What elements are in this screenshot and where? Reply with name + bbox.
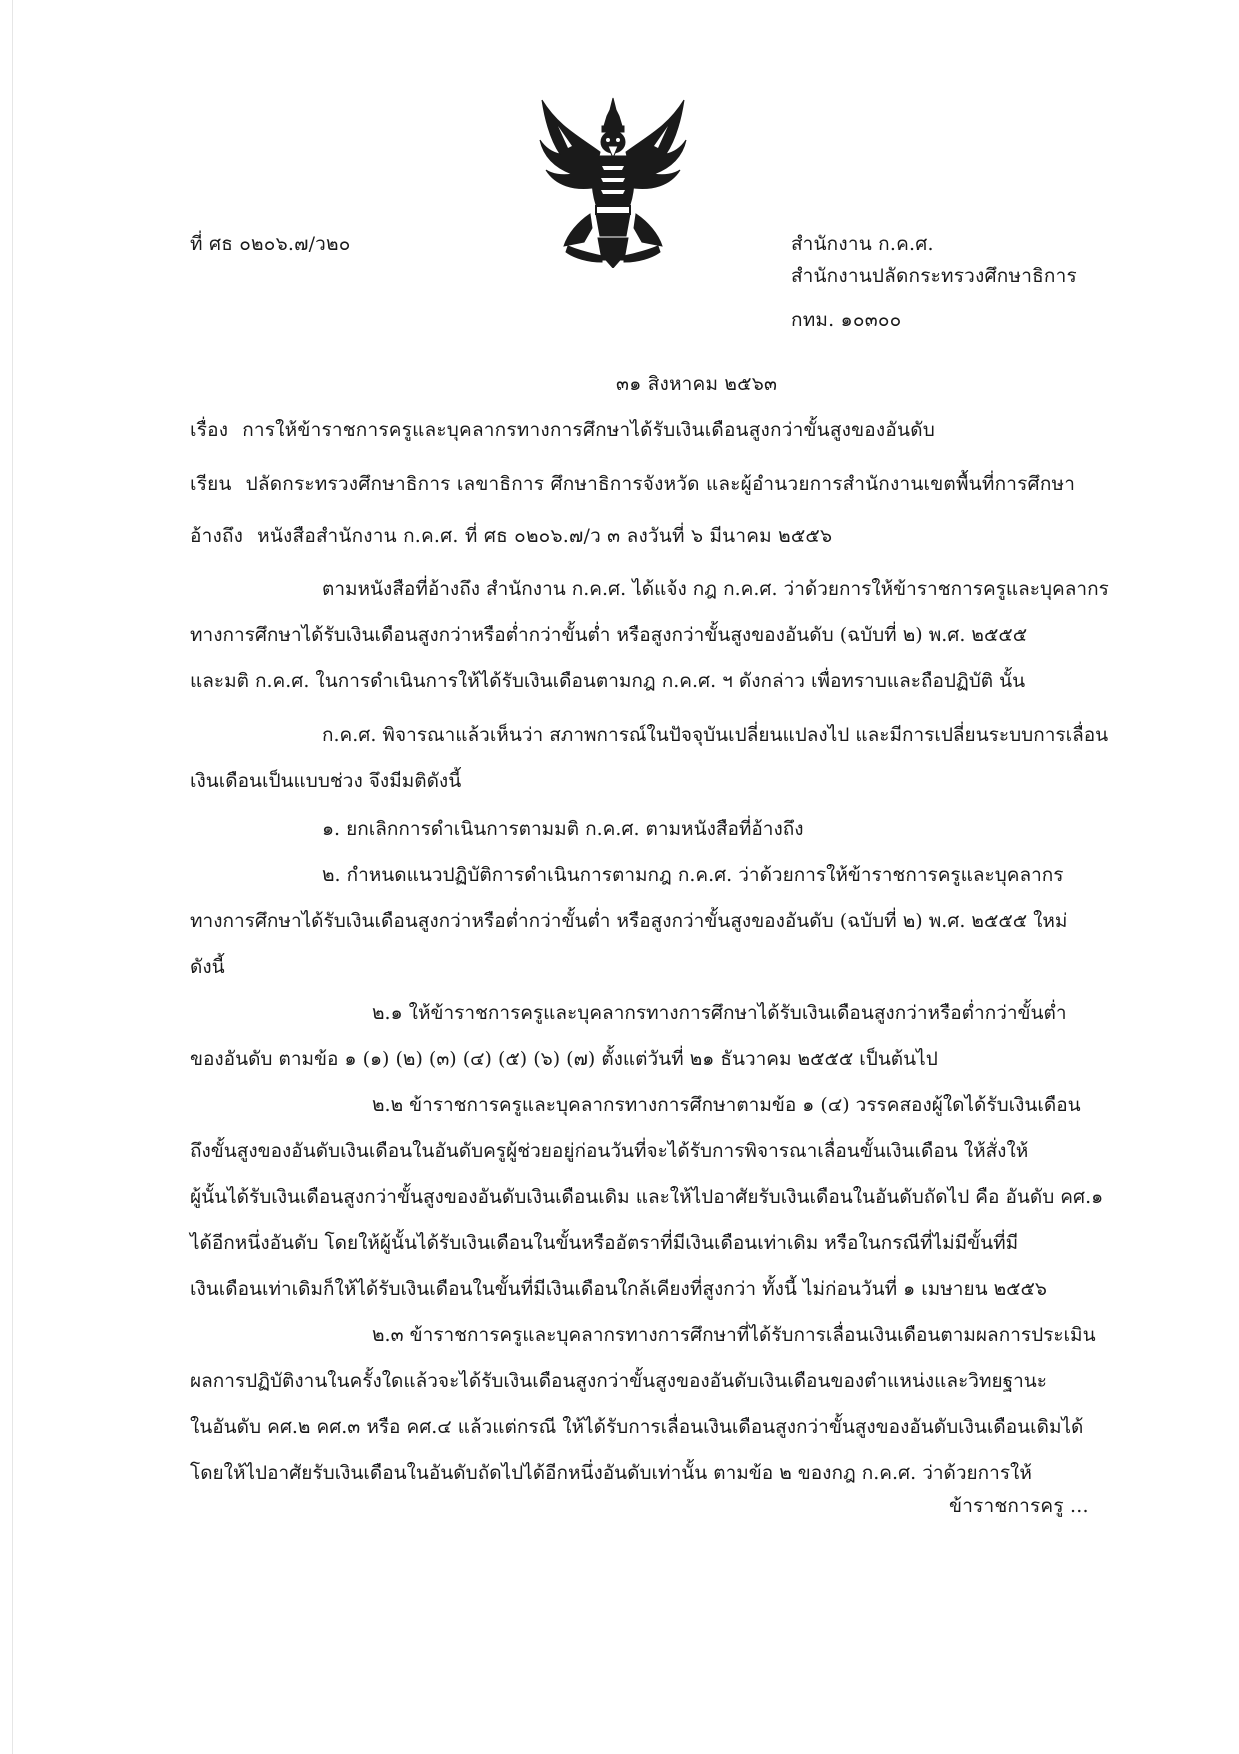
- page-edge-line: [12, 0, 13, 1754]
- paragraph-line: ทางการศึกษาได้รับเงินเดือนสูงกว่าหรือต่ำกว่าขั้นต่ำ หรือสูงกว่าขั้นสูงของอันดับ (ฉบับที่ ๒) พ.ศ. ๒๕๕๕: [190, 624, 1028, 646]
- paragraph-line: เงินเดือนเท่าเดิมก็ให้ได้รับเงินเดือนในขั้นที่มีเงินเดือนใกล้เคียงที่สูงกว่า ทั้งนี้ ไม่ก่อนวันที่ ๑ เมษายน ๒๕๕๖: [190, 1278, 1047, 1300]
- paragraph-line: ๒.๓ ข้าราชการครูและบุคลากรทางการศึกษาที่ได้รับการเลื่อนเงินเดือนตามผลการประเมิน: [372, 1324, 1096, 1346]
- office-department: สำนักงานปลัดกระทรวงศึกษาธิการ: [791, 265, 1077, 287]
- continuation-text: ข้าราชการครู ...: [949, 1495, 1089, 1517]
- recipient-label: เรียน: [190, 473, 232, 495]
- reference-label: อ้างถึง: [190, 525, 244, 547]
- subject-text: การให้ข้าราชการครูและบุคลากรทางการศึกษาได้รับเงินเดือนสูงกว่าขั้นสูงของอันดับ: [242, 419, 935, 441]
- item-2-2: [190, 1082, 1104, 1312]
- paragraph-line: ทางการศึกษาได้รับเงินเดือนสูงกว่าหรือต่ำกว่าขั้นต่ำ หรือสูงกว่าขั้นสูงของอันดับ (ฉบับที่ ๒) พ.ศ. ๒๕๕๕ ใหม่: [190, 910, 1068, 932]
- paragraph-line: และมติ ก.ค.ศ. ในการดำเนินการให้ได้รับเงินเดือนตามกฎ ก.ค.ศ. ฯ ดังกล่าว เพื่อทราบและถือปฏิบัติ นั้น: [190, 670, 1026, 692]
- paragraph-line: เงินเดือนเป็นแบบช่วง จึงมีมติดังนี้: [190, 770, 462, 792]
- recipient-text: ปลัดกระทรวงศึกษาธิการ เลขาธิการ ศึกษาธิการจังหวัด และผู้อำนวยการสำนักงานเขตพื้นที่การศึกษา: [245, 473, 1076, 495]
- recipient-line: [190, 472, 1075, 496]
- paragraph-line: ๒.๑ ให้ข้าราชการครูและบุคลากรทางการศึกษาได้รับเงินเดือนสูงกว่าหรือต่ำกว่าขั้นต่ำ: [372, 1002, 1067, 1024]
- reference-text: หนังสือสำนักงาน ก.ค.ศ. ที่ ศธ ๐๒๐๖.๗/ว ๓ ลงวันที่ ๖ มีนาคม ๒๕๕๖: [257, 525, 833, 547]
- reference-number: ที่ ศธ ๐๒๐๖.๗/ว๒๐: [190, 233, 351, 255]
- item-2-3: [190, 1312, 1096, 1496]
- paragraph-line: ได้อีกหนึ่งอันดับ โดยให้ผู้นั้นได้รับเงินเดือนในขั้นหรืออัตราที่มีเงินเดือนเท่าเดิม หรือในกรณีที่ไม่มีขั้นที่มี: [190, 1232, 1019, 1254]
- item-2: [190, 852, 1085, 990]
- paragraph-line: ผู้นั้นได้รับเงินเดือนสูงกว่าขั้นสูงของอันดับเงินเดือนเดิม และให้ไปอาศัยรับเงินเดือนในอันดับถัดไป คือ อันดับ คศ.๑: [190, 1186, 1104, 1208]
- paragraph-line: ๒.๒ ข้าราชการครูและบุคลากรทางการศึกษาตามข้อ ๑ (๔) วรรคสองผู้ใดได้รับเงินเดือน: [372, 1094, 1081, 1116]
- item-2-1: [190, 990, 1085, 1082]
- office-name: สำนักงาน ก.ค.ศ.: [791, 233, 934, 255]
- paragraph-line: ในอันดับ คศ.๒ คศ.๓ หรือ คศ.๔ แล้วแต่กรณี ให้ได้รับการเลื่อนเงินเดือนสูงกว่าขั้นสูงของอันดับเงินเดือนเดิมได้: [190, 1416, 1084, 1438]
- subject-label: เรื่อง: [190, 419, 229, 441]
- paragraph-line: ๒. กำหนดแนวปฏิบัติการดำเนินการตามกฎ ก.ค.ศ. ว่าด้วยการให้ข้าราชการครูและบุคลากร: [322, 864, 1064, 886]
- office-postal: กทม. ๑๐๓๐๐: [791, 309, 902, 331]
- paragraph-line: ถึงขั้นสูงของอันดับเงินเดือนในอันดับครูผู้ช่วยอยู่ก่อนวันที่จะได้รับการพิจารณาเลื่อนขั้นเงินเดือน ให้สั่งให้: [190, 1140, 1029, 1162]
- subject-line: [190, 418, 935, 442]
- paragraph-line: ตามหนังสือที่อ้างถึง สำนักงาน ก.ค.ศ. ได้แจ้ง กฎ ก.ค.ศ. ว่าด้วยการให้ข้าราชการครูและบุคลากร: [322, 578, 1109, 600]
- paragraph-line: ผลการปฏิบัติงานในครั้งใดแล้วจะได้รับเงินเดือนสูงกว่าขั้นสูงของอันดับเงินเดือนของตำแหน่งและวิทยฐานะ: [190, 1370, 1047, 1392]
- paragraph-1: [190, 566, 1109, 704]
- paragraph-line: ของอันดับ ตามข้อ ๑ (๑) (๒) (๓) (๔) (๕) (๖) (๗) ตั้งแต่วันที่ ๒๑ ธันวาคม ๒๕๕๕ เป็นต้นไป: [190, 1048, 938, 1070]
- paragraph-line: โดยให้ไปอาศัยรับเงินเดือนในอันดับถัดไปได้อีกหนึ่งอันดับเท่านั้น ตามข้อ ๒ ของกฎ ก.ค.ศ. ว่าด้วยการให้: [190, 1462, 1032, 1484]
- paragraph-line: ดังนี้: [190, 956, 225, 978]
- paragraph-line: ๑. ยกเลิกการดำเนินการตามมติ ก.ค.ศ. ตามหนังสือที่อ้างถึง: [322, 818, 804, 840]
- item-1: [190, 806, 1085, 852]
- paragraph-2: [190, 712, 1109, 804]
- letter-date: ๓๑ สิงหาคม ๒๕๖๓: [616, 373, 778, 395]
- reference-line: [190, 524, 832, 548]
- garuda-emblem-icon: [538, 96, 688, 268]
- paragraph-line: ก.ค.ศ. พิจารณาแล้วเห็นว่า สภาพการณ์ในปัจจุบันเปลี่ยนแปลงไป และมีการเปลี่ยนระบบการเลื่อน: [322, 724, 1109, 746]
